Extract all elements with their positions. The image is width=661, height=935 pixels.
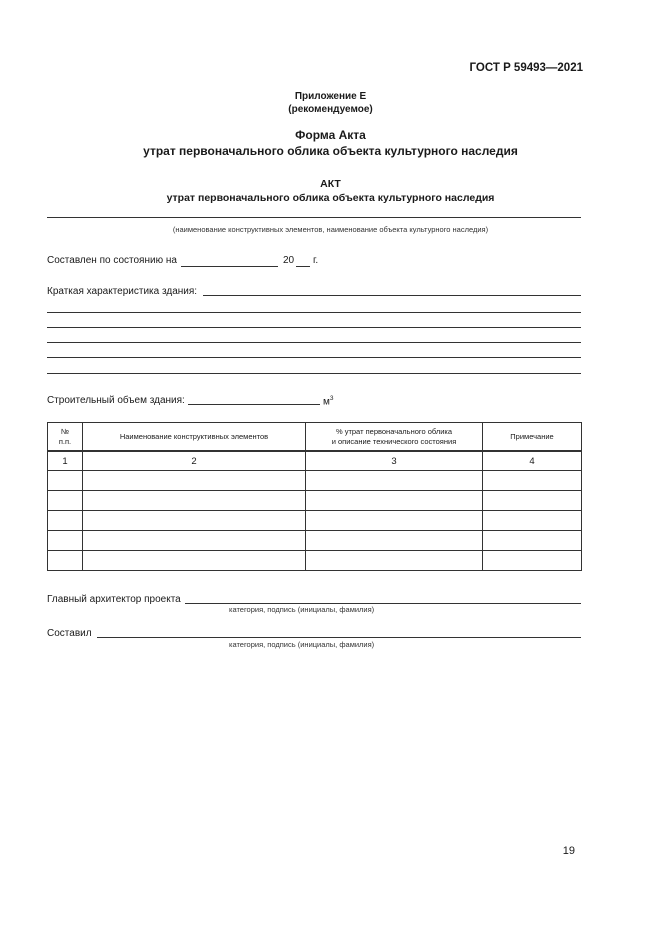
elements-caption: (наименование конструктивных элементов, наименование объекта культурного наследия) [172, 225, 489, 234]
standard-number: ГОСТ Р 59493—2021 [469, 62, 583, 74]
table-number-row [48, 451, 582, 471]
appendix-status: (рекомендуемое) [288, 104, 373, 115]
form-subtitle: утрат первоначального облика объекта культурного наследия [143, 144, 518, 158]
volume-label: Строительный объем здания: [47, 395, 185, 406]
compiled-year-line [296, 266, 310, 267]
table-header-row [48, 423, 582, 452]
compiler-line [97, 637, 581, 638]
header-losses: % утрат первоначального облика и описание технического состояния [306, 423, 483, 452]
compiled-year-suffix: г. [313, 255, 319, 266]
col-number-4: 4 [483, 451, 582, 471]
volume-line [188, 404, 320, 405]
table-row [48, 551, 582, 571]
building-line-5 [47, 357, 581, 358]
header-note: Примечание [483, 423, 582, 452]
col-number-2: 2 [83, 451, 306, 471]
table-row [48, 491, 582, 511]
compiler-caption: категория, подпись (инициалы, фамилия) [229, 640, 375, 649]
act-subtitle: утрат первоначального облика объекта культурного наследия [166, 192, 495, 204]
page-number: 19 [562, 845, 575, 857]
act-title: АКТ [320, 178, 341, 190]
building-line-1 [203, 295, 581, 296]
building-line-2 [47, 312, 581, 313]
compiled-date-line [181, 266, 278, 267]
architect-label: Главный архитектор проекта [47, 594, 181, 605]
table-row [48, 511, 582, 531]
form-title: Форма Акта [295, 128, 366, 142]
compiled-label: Составлен по состоянию на [47, 255, 177, 266]
building-line-4 [47, 342, 581, 343]
compiler-label: Составил [47, 628, 92, 639]
table-row [48, 531, 582, 551]
compiled-year-prefix: 20 [283, 255, 295, 266]
volume-unit: $м^3$ [323, 395, 334, 408]
building-line-6 [47, 373, 581, 374]
building-line-3 [47, 327, 581, 328]
table-row [48, 471, 582, 491]
elements-name-line [47, 217, 581, 218]
appendix-title: Приложение Е [294, 91, 367, 102]
architect-caption: категория, подпись (инициалы, фамилия) [229, 605, 375, 614]
header-number: № п.п. [48, 423, 83, 452]
architect-line [185, 603, 581, 604]
header-elements: Наименование конструктивных элементов [83, 423, 306, 452]
act-table [47, 422, 582, 571]
building-label: Краткая характеристика здания: [47, 286, 198, 297]
col-number-3: 3 [306, 451, 483, 471]
col-number-1: 1 [48, 451, 83, 471]
